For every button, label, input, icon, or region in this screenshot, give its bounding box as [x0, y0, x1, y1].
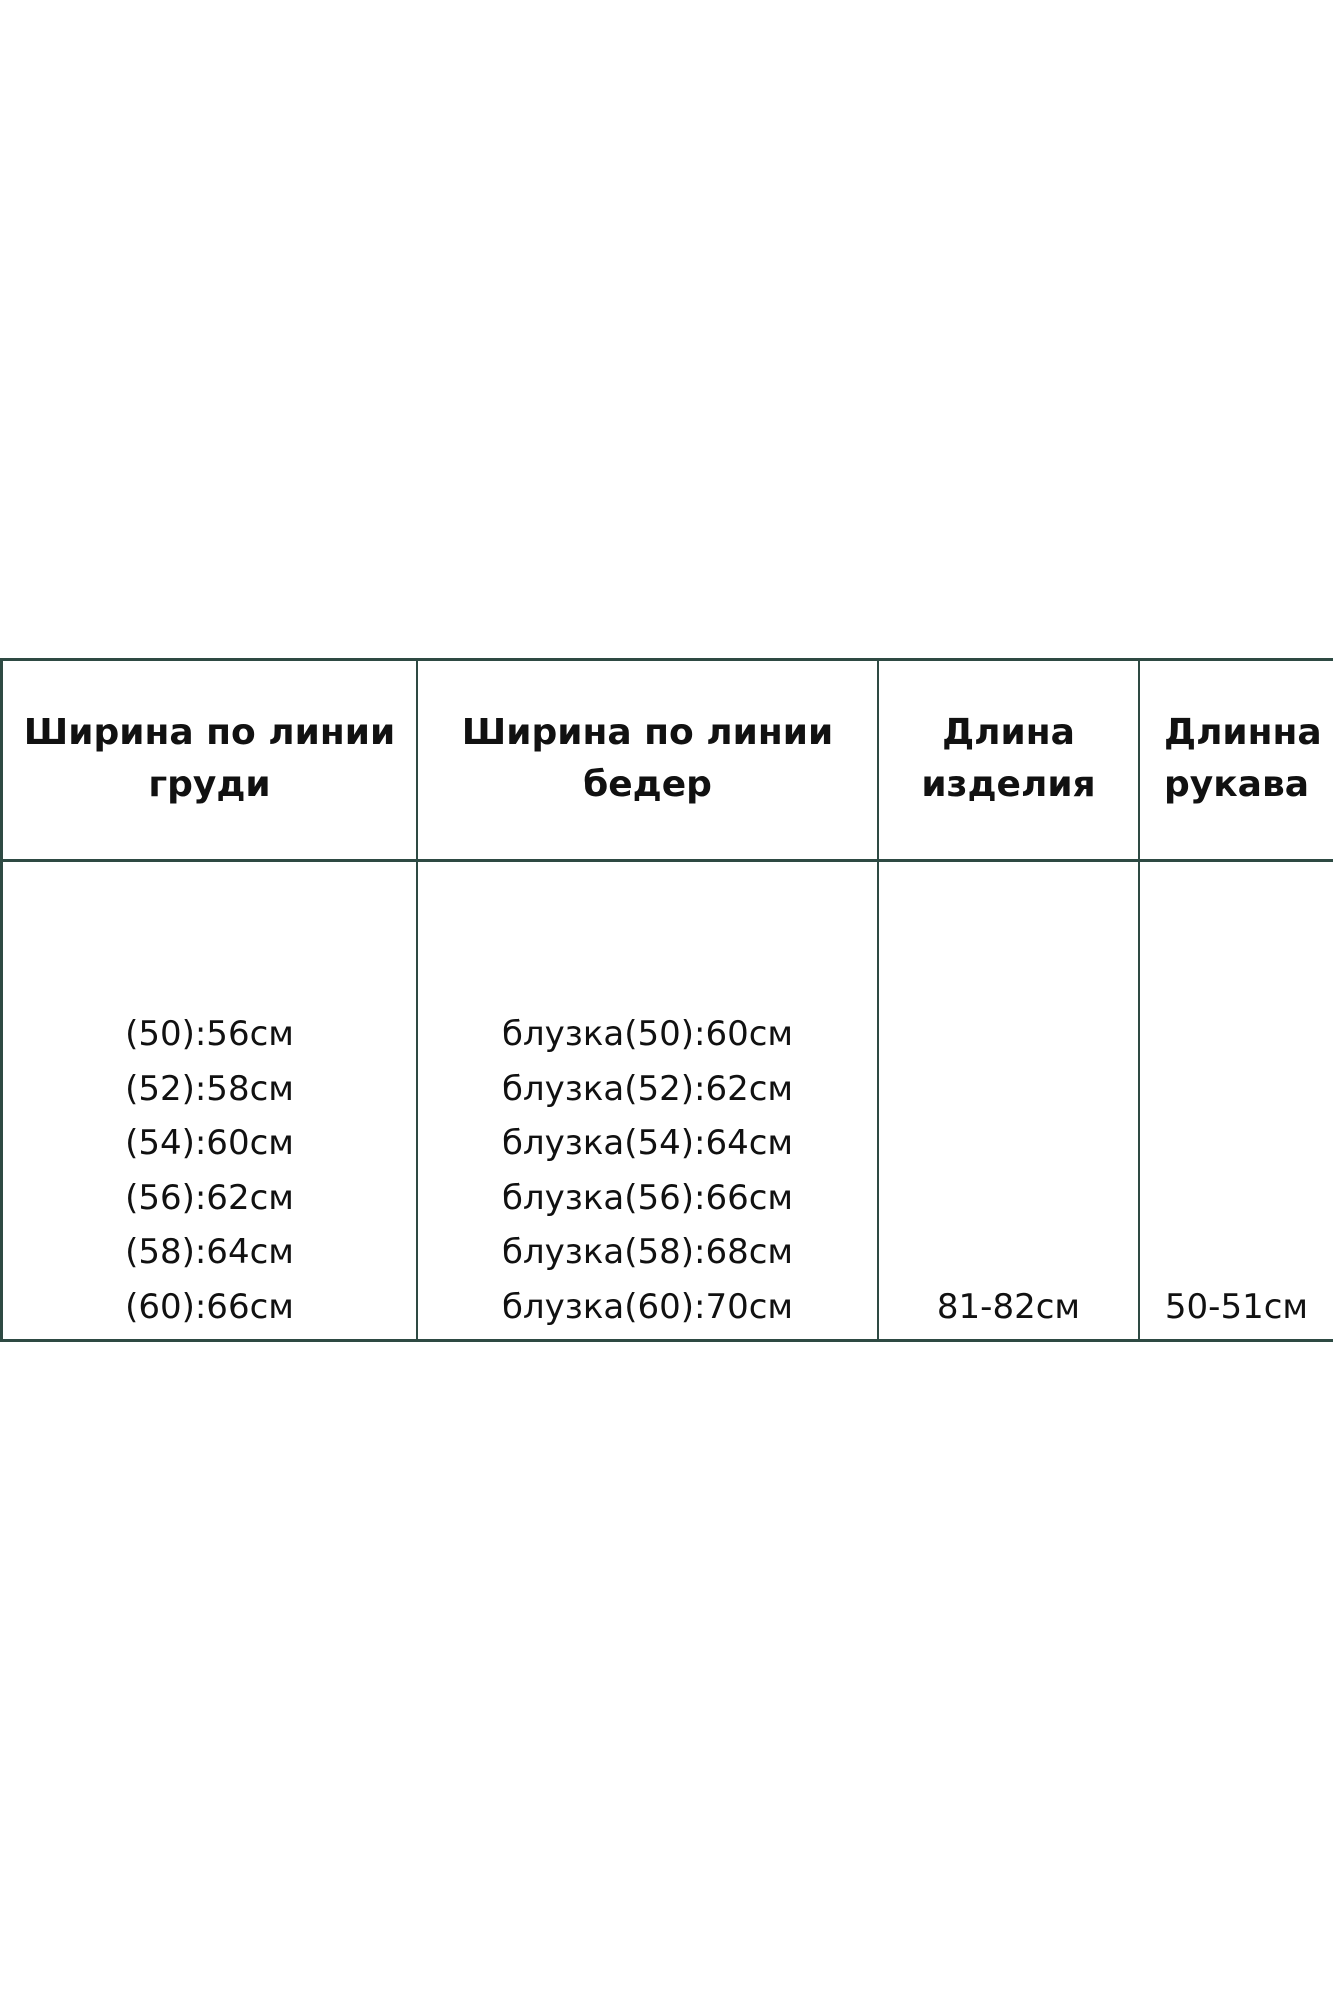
header-cell-hip-width — [418, 658, 877, 859]
cell-garment-length-value — [879, 862, 1138, 1342]
table-cell-value: (56):62см — [125, 1177, 294, 1218]
cell-hip-width-values — [418, 862, 877, 1342]
table-cell-value: 50-51см — [1164, 1286, 1309, 1327]
header-cell-sleeve-length — [1140, 658, 1333, 859]
size-chart-table — [0, 658, 1333, 1342]
table-cell-value: (54):60см — [125, 1123, 294, 1163]
header-garment-length: Длина изделия — [921, 711, 1096, 805]
table-cell-value: (50):56см — [125, 1014, 294, 1054]
table-cell-value: (52):58см — [125, 1068, 294, 1109]
header-cell-garment-length — [879, 658, 1138, 859]
header-cell-chest-width — [3, 658, 416, 859]
header-sleeve-length: Длинна рукава — [1164, 711, 1322, 805]
table-cell-value: блузка(56):66см — [501, 1177, 794, 1218]
table-cell-value: (58):64см — [125, 1232, 294, 1272]
cell-sleeve-length-value — [1140, 862, 1333, 1342]
table-cell-value: блузка(54):64см — [501, 1123, 794, 1163]
header-hip-width: Ширина по линии бедер — [461, 711, 834, 805]
table-cell-value: блузка(50):60см — [501, 1014, 794, 1054]
table-cell-value: блузка(52):62см — [501, 1068, 794, 1109]
table-cell-value: 81-82см — [936, 1286, 1081, 1327]
cell-chest-width-values — [3, 862, 416, 1342]
table-cell-value: (60):66см — [125, 1286, 294, 1327]
header-chest-width: Ширина по линии груди — [23, 711, 396, 805]
table-cell-value: блузка(60):70см — [501, 1286, 794, 1327]
table-cell-value: блузка(58):68см — [501, 1232, 794, 1272]
